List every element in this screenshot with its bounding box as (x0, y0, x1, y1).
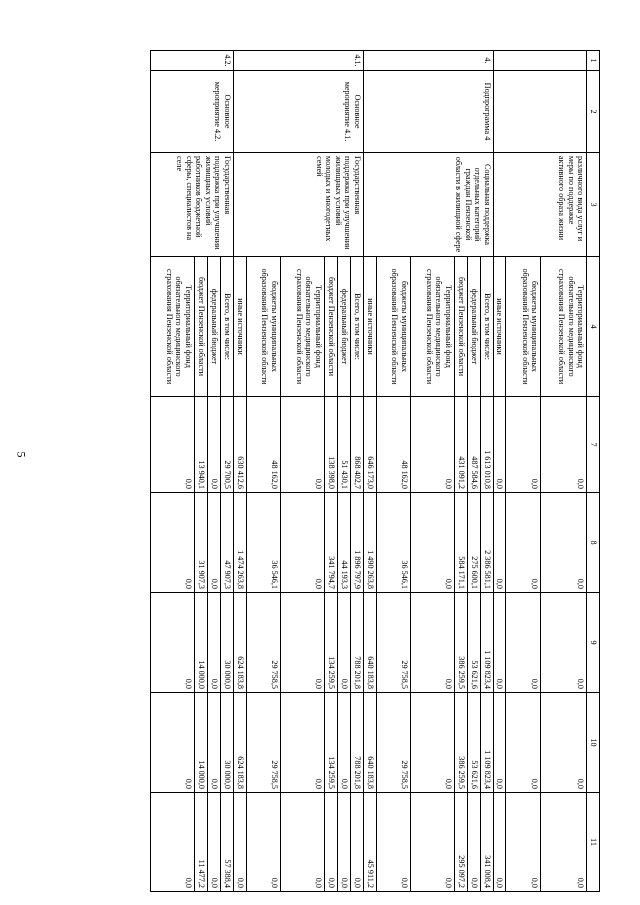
funding-source: бюджеты муниципальных образований Пензенской области (376, 257, 410, 397)
value-cell: 868 402,7 (350, 397, 363, 493)
value-cell: 386 259,5 (454, 693, 467, 793)
value-cell: 48 162,0 (246, 397, 280, 493)
funding-source: иные источники (233, 257, 246, 397)
value-cell: 13 940,1 (194, 397, 207, 493)
value-cell: 0,0 (410, 397, 454, 493)
value-cell: 29 700,5 (220, 397, 233, 493)
value-cell: 0,0 (410, 693, 454, 793)
value-cell: 0,0 (541, 493, 587, 593)
value-cell: 14 000,0 (194, 593, 207, 693)
value-cell: 0,0 (541, 793, 587, 892)
table-row (480, 51, 493, 892)
value-cell: 0,0 (337, 593, 350, 693)
value-cell: 624 183,8 (233, 593, 246, 693)
value-cell: 0,0 (410, 493, 454, 593)
col-number: 9 (587, 593, 600, 693)
value-cell: 1 109 823,4 (480, 593, 493, 693)
value-cell: 0,0 (207, 493, 220, 593)
value-cell: 788 201,8 (350, 693, 363, 793)
value-cell: 0,0 (280, 397, 324, 493)
value-cell: 295 097,2 (454, 793, 467, 892)
value-cell: 31 907,3 (194, 493, 207, 593)
row-program (493, 71, 586, 153)
value-cell: 0,0 (410, 593, 454, 693)
value-cell: 0,0 (207, 793, 220, 892)
value-cell: 29 758,5 (246, 593, 280, 693)
funding-source: федеральный бюджет (337, 257, 350, 397)
value-cell: 0,0 (493, 793, 505, 892)
value-cell: 0,0 (207, 693, 220, 793)
budget-table (150, 50, 600, 892)
value-cell: 0,0 (541, 693, 587, 793)
value-cell: 36 546,1 (376, 493, 410, 593)
value-cell: 640 183,8 (363, 593, 376, 693)
value-cell: 0,0 (506, 397, 541, 493)
value-cell: 0,0 (150, 793, 194, 892)
value-cell: 0,0 (506, 493, 541, 593)
value-cell: 0,0 (150, 593, 194, 693)
col-number: 7 (587, 397, 600, 493)
funding-source: Всего, в том числе: (350, 257, 363, 397)
value-cell: 624 183,8 (233, 693, 246, 793)
value-cell: 1 613 010,8 (480, 397, 493, 493)
value-cell: 0,0 (337, 793, 350, 892)
rotated-budget-table (40, 50, 600, 891)
value-cell: 47 907,3 (220, 493, 233, 593)
table-row (220, 51, 233, 892)
value-cell: 0,0 (280, 593, 324, 693)
value-cell: 0,0 (150, 397, 194, 493)
funding-source: бюджеты муниципальных образований Пензенской области (246, 257, 280, 397)
value-cell: 0,0 (493, 593, 505, 693)
value-cell: 0,0 (207, 397, 220, 493)
value-cell: 788 201,8 (350, 593, 363, 693)
value-cell: 1 109 823,4 (480, 693, 493, 793)
value-cell: 630 412,6 (233, 397, 246, 493)
value-cell: 53 621,6 (467, 693, 480, 793)
col-number: 3 (587, 153, 600, 257)
value-cell: 48 162,0 (376, 397, 410, 493)
row-description: различного вида услуг и меры по поддержке активного образа жизни (493, 153, 586, 257)
value-cell: 0,0 (280, 693, 324, 793)
funding-source: бюджет Пензенской области (324, 257, 337, 397)
funding-source: Территориальный фонд обязательного медицинского страхования Пензенской области (541, 257, 587, 397)
value-cell: 487 584,6 (467, 397, 480, 493)
value-cell: 0,0 (493, 397, 505, 493)
value-cell: 584 171,1 (454, 493, 467, 593)
value-cell: 44 193,3 (337, 493, 350, 593)
value-cell: 0,0 (280, 493, 324, 593)
value-cell: 57 388,4 (220, 793, 233, 892)
row-program: Основное мероприятие 4.2. (150, 71, 233, 153)
table-row (541, 51, 587, 892)
value-cell: 2 386 581,1 (480, 493, 493, 593)
funding-source: бюджет Пензенской области (454, 257, 467, 397)
row-code: 4.2. (150, 51, 233, 71)
row-code: 4.1. (233, 51, 363, 71)
value-cell: 0,0 (246, 793, 280, 892)
value-cell: 1 896 797,9 (350, 493, 363, 593)
value-cell: 0,0 (493, 493, 505, 593)
col-number: 11 (587, 793, 600, 892)
row-description: Государственная поддержка при улучшении жилищных условий молодых и многодетных семей (233, 153, 363, 257)
row-program: Подпрограмма 4 (363, 71, 493, 153)
value-cell: 0,0 (207, 593, 220, 693)
row-code: 4. (363, 51, 493, 71)
col-number: 1 (587, 51, 600, 71)
value-cell: 134 259,5 (324, 593, 337, 693)
funding-source: Территориальный фонд обязательного медицинского страхования Пензенской области (280, 257, 324, 397)
value-cell: 51 430,1 (337, 397, 350, 493)
value-cell: 29 758,5 (246, 693, 280, 793)
table-row (350, 51, 363, 892)
row-code (493, 51, 586, 71)
value-cell: 0,0 (506, 693, 541, 793)
value-cell: 0,0 (541, 593, 587, 693)
value-cell: 640 183,8 (363, 693, 376, 793)
value-cell: 138 398,0 (324, 397, 337, 493)
page-number: 5 (14, 451, 29, 458)
funding-source: федеральный бюджет (467, 257, 480, 397)
value-cell: 53 621,6 (467, 593, 480, 693)
col-number: 10 (587, 693, 600, 793)
value-cell: 0,0 (337, 693, 350, 793)
funding-source: Территориальный фонд обязательного медицинского страхования Пензенской области (150, 257, 194, 397)
value-cell: 341 008,4 (480, 793, 493, 892)
value-cell: 0,0 (150, 493, 194, 593)
value-cell: 30 000,0 (220, 693, 233, 793)
row-description: Государственная поддержка при улучшении жилищных условий работников бюджетной сферы, специалистов на селе (150, 153, 233, 257)
funding-source: Всего, в том числе: (220, 257, 233, 397)
value-cell: 29 758,5 (376, 593, 410, 693)
row-description: Социальная поддержка отдельных категорий граждан Пензенской области в жилищной сфере (363, 153, 493, 257)
value-cell: 0,0 (506, 593, 541, 693)
value-cell: 0,0 (493, 693, 505, 793)
value-cell: 646 173,0 (363, 397, 376, 493)
funding-source: бюджеты муниципальных образований Пензенской области (506, 257, 541, 397)
col-number: 2 (587, 71, 600, 153)
value-cell: 0,0 (150, 693, 194, 793)
funding-source: Всего, в том числе: (480, 257, 493, 397)
value-cell: 36 546,1 (246, 493, 280, 593)
value-cell: 0,0 (280, 793, 324, 892)
col-number: 4 (587, 257, 600, 397)
value-cell: 0,0 (467, 793, 480, 892)
value-cell: 275 600,1 (467, 493, 480, 593)
value-cell: 134 259,5 (324, 693, 337, 793)
value-cell: 431 091,2 (454, 397, 467, 493)
value-cell: 341 794,7 (324, 493, 337, 593)
value-cell: 1 490 263,8 (363, 493, 376, 593)
value-cell: 29 758,5 (376, 693, 410, 793)
col-number: 8 (587, 493, 600, 593)
funding-source: Территориальный фонд обязательного медицинского страхования Пензенской области (410, 257, 454, 397)
column-number-row (587, 51, 600, 892)
value-cell: 0,0 (376, 793, 410, 892)
value-cell: 0,0 (350, 793, 363, 892)
value-cell: 0,0 (410, 793, 454, 892)
value-cell: 0,0 (233, 793, 246, 892)
value-cell: 0,0 (506, 793, 541, 892)
value-cell: 14 000,0 (194, 693, 207, 793)
funding-source: федеральный бюджет (207, 257, 220, 397)
value-cell: 11 477,2 (194, 793, 207, 892)
value-cell: 0,0 (541, 397, 587, 493)
value-cell: 0,0 (324, 793, 337, 892)
funding-source: иные источники (363, 257, 376, 397)
value-cell: 45 911,2 (363, 793, 376, 892)
funding-source: иные источники (493, 257, 505, 397)
value-cell: 1 474 263,8 (233, 493, 246, 593)
row-program: Основное мероприятие 4.1. (233, 71, 363, 153)
value-cell: 30 000,0 (220, 593, 233, 693)
funding-source: бюджет Пензенской области (194, 257, 207, 397)
value-cell: 386 259,5 (454, 593, 467, 693)
